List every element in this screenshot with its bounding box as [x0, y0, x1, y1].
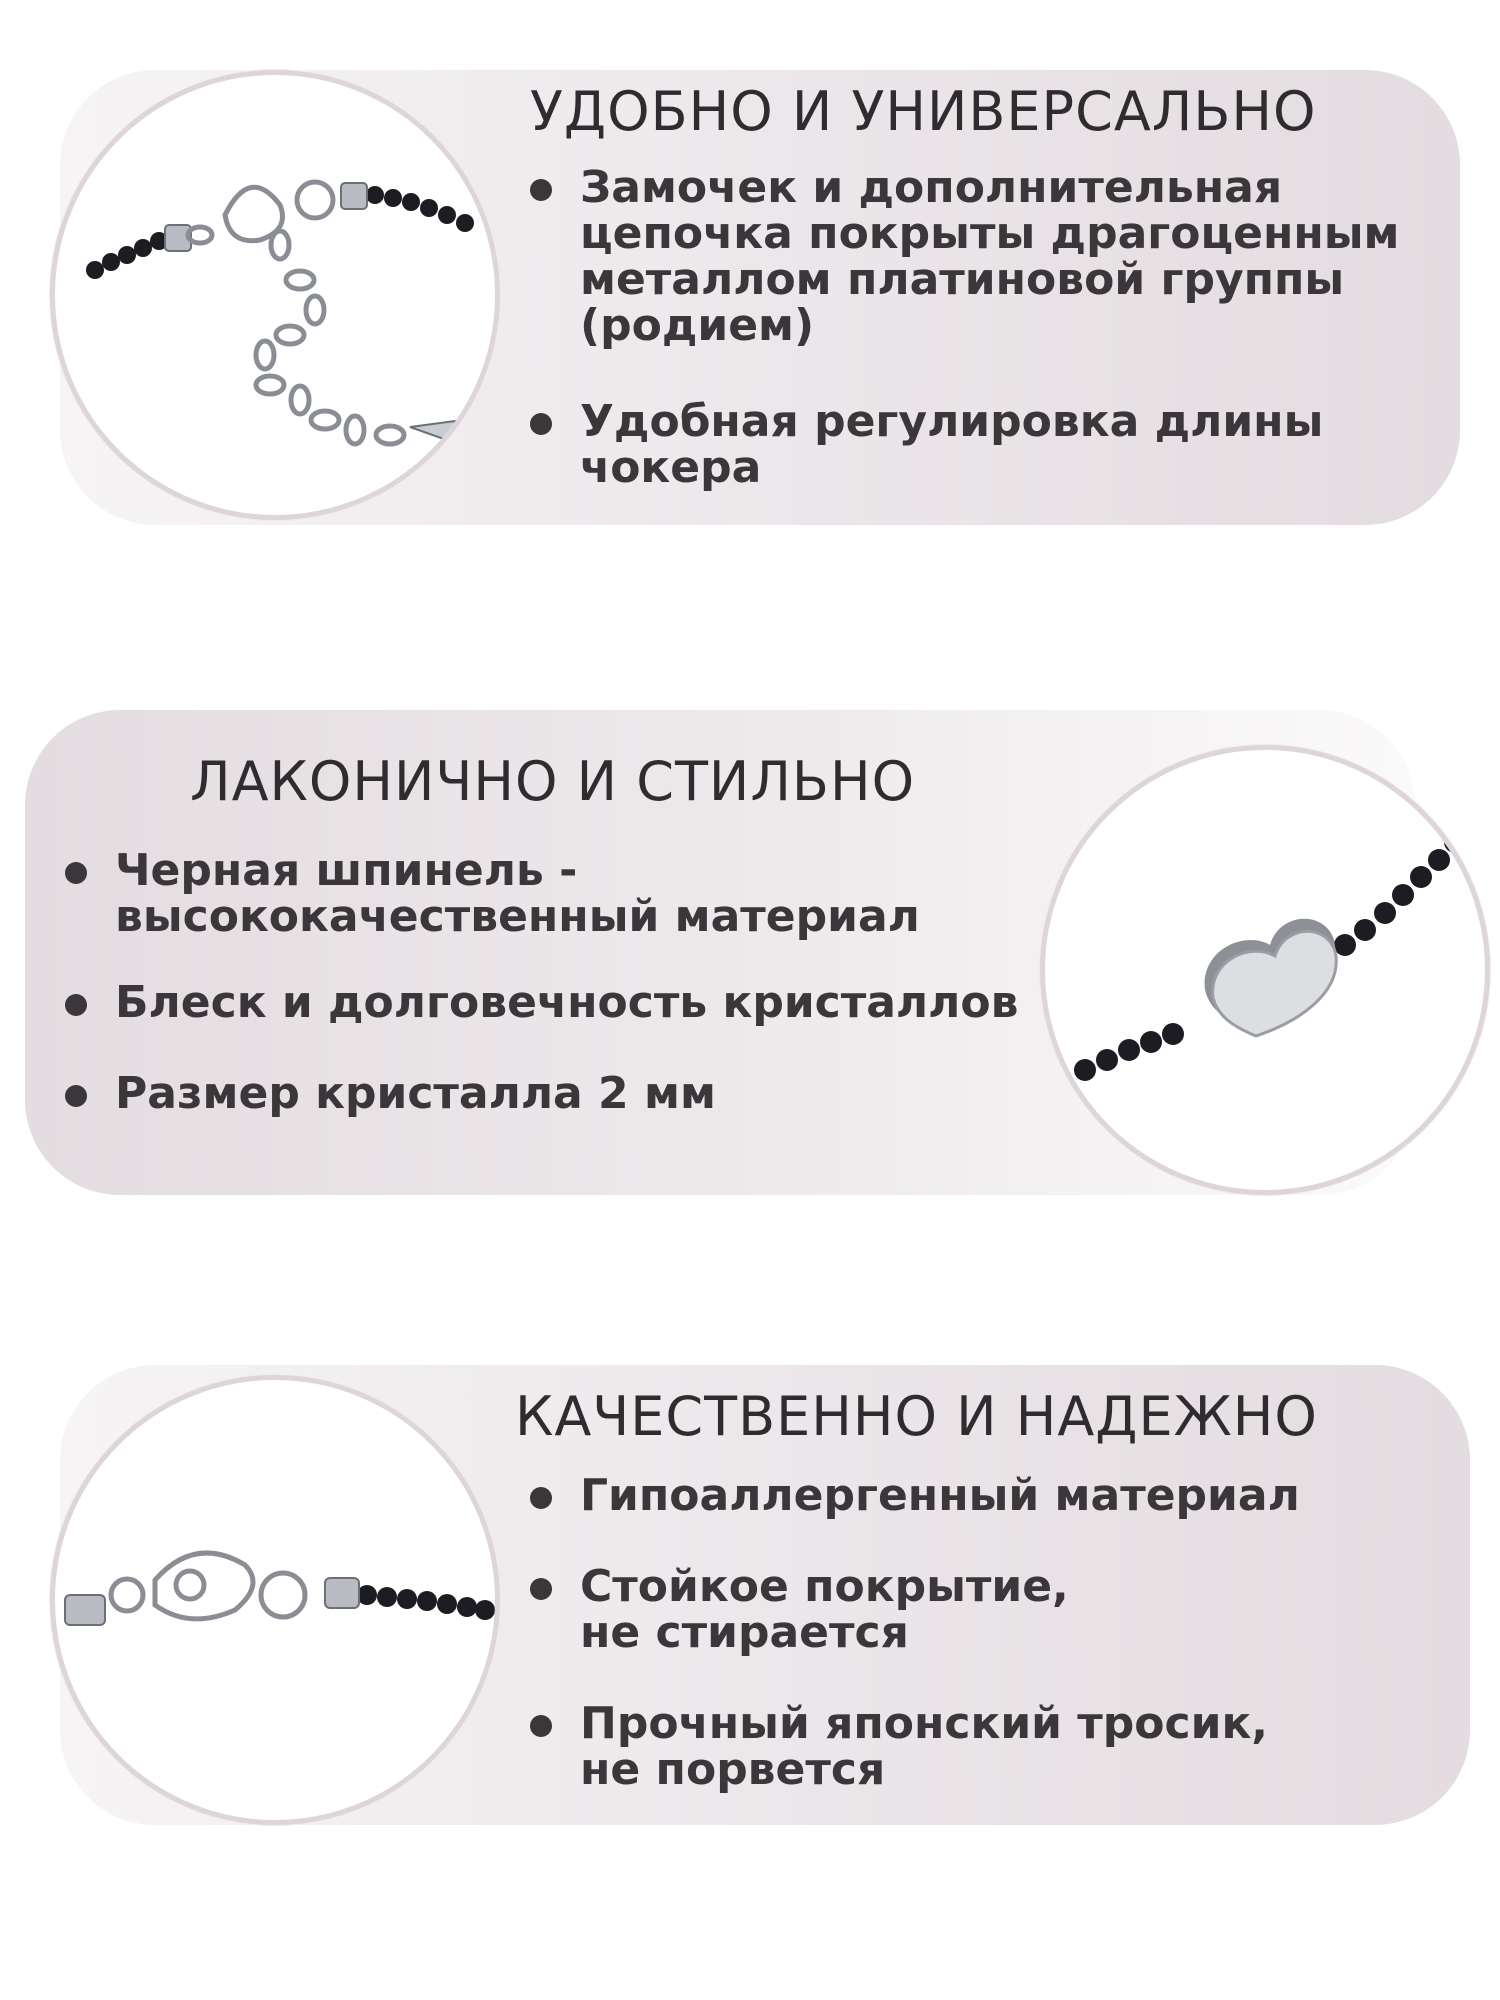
list-item: Прочный японский тросик, не порвется [530, 1701, 1300, 1793]
heart-charm-illustration [1045, 750, 1485, 1190]
section-3-bullets [530, 1470, 1300, 1843]
bullet-dot-icon [65, 994, 87, 1016]
list-item: Черная шпинель - высококачественный материал [65, 848, 1018, 940]
clasp-photo [50, 70, 500, 520]
lobster-clasp-photo [50, 1375, 500, 1825]
bullet-dot-icon [65, 1085, 87, 1107]
list-item: Гипоаллергенный материал [530, 1473, 1300, 1519]
section-1-bullets [530, 162, 1400, 541]
section-2-bullets [65, 845, 1019, 1167]
bullet-dot-icon [530, 413, 552, 435]
bullet-dot-icon [530, 1578, 552, 1600]
list-item: Размер кристалла 2 мм [65, 1071, 1018, 1117]
lobster-clasp-illustration [55, 1380, 495, 1820]
list-item: Замочек и дополнительная цепочка покрыты драгоценным металлом платиновой группы (родием) [530, 165, 1400, 349]
list-item: Блеск и долговечность кристаллов [65, 980, 1018, 1026]
section-3-heading: КАЧЕСТВЕННО И НАДЕЖНО [515, 1385, 1318, 1448]
bullet-dot-icon [65, 862, 87, 884]
section-2-heading: ЛАКОНИЧНО И СТИЛЬНО [190, 750, 916, 813]
clasp-chain-illustration [55, 75, 495, 515]
list-item: Удобная регулировка длины чокера [530, 399, 1400, 491]
bullet-dot-icon [530, 179, 552, 201]
list-item: Стойкое покрытие, не стирается [530, 1564, 1300, 1656]
heart-charm-photo [1040, 745, 1490, 1195]
bullet-dot-icon [530, 1715, 552, 1737]
bullet-dot-icon [530, 1487, 552, 1509]
section-1-heading: УДОБНО И УНИВЕРСАЛЬНО [530, 80, 1317, 143]
